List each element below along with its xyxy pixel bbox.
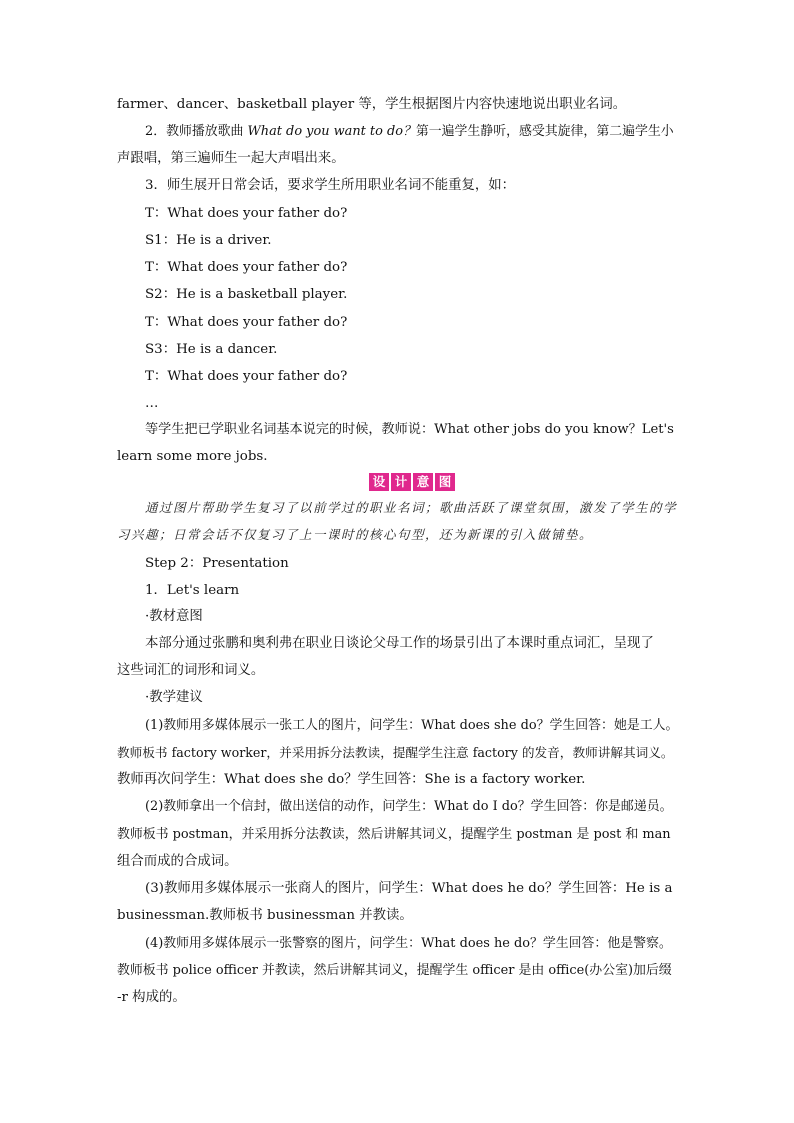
paragraph-line: 组合而成的合成词。 [117,854,238,869]
dialogue-line: T：What does your father do? [145,206,348,221]
paragraph-line: 这些词汇的词形和词义。 [117,663,265,678]
ellipsis-line: … [145,396,159,411]
dialogue-line: T：What does your father do? [145,260,348,275]
song-title: What do you want to do？ [247,124,416,139]
paragraph-line: -r 构成的。 [117,990,186,1005]
dialogue-line: S2：He is a basketball player. [145,287,348,302]
text-run: 第一遍学生静听，感受其旋律，第二遍学生小 [415,124,674,139]
banner-char: 图 [435,473,455,491]
paragraph-line: 教师再次问学生：What does she do？学生回答：She is a factory worker. [117,772,586,787]
paragraph-line: businessman.教师板书 businessman 并教读。 [117,908,413,923]
design-intent-line: 习兴趣；日常会话不仅复习了上一课时的核心句型，还为新课的引入做铺垫。 [117,527,594,542]
banner-char: 设 [369,473,389,491]
text-run: 2．教师播放歌曲 [145,124,248,139]
paragraph-line: 声跟唱，第三遍师生一起大声唱出来。 [117,151,345,166]
subsection-heading: ·教学建议 [145,690,203,705]
paragraph-line: farmer、dancer、basketball player 等，学生根据图片内容快速地说出职业名词。 [117,97,627,112]
step-heading: Step 2：Presentation [145,556,289,571]
paragraph-line: (3)教师用多媒体展示一张商人的图片，问学生：What does he do？学生回答：He is a [145,881,673,896]
paragraph-line: (4)教师用多媒体展示一张警察的图片，问学生：What does he do？学生回答：他是警察。 [145,936,672,951]
paragraph-line: 教师板书 postman，并采用拆分法教读，然后讲解其词义，提醒学生 postman 是 post 和 man [117,827,671,842]
design-intent-line: 通过图片帮助学生复习了以前学过的职业名词；歌曲活跃了课堂氛围，激发了学生的学 [145,500,678,515]
paragraph-line: learn some more jobs. [117,449,268,464]
dialogue-line: S3：He is a dancer. [145,342,278,357]
paragraph-line: 教师板书 police officer 并教读，然后讲解其词义，提醒学生 officer 是由 office(办公室)加后缀 [117,963,672,978]
design-intent-banner [369,473,455,491]
paragraph-line: 3．师生展开日常会话，要求学生所用职业名词不能重复，如： [145,178,516,193]
subsection-heading: ·教材意图 [145,609,203,624]
paragraph-line [145,123,679,141]
banner-char: 意 [413,473,433,491]
section-heading: 1．Let's learn [145,583,240,598]
paragraph-line: (2)教师拿出一个信封，做出送信的动作，问学生：What do I do？学生回答：你是邮递员。 [145,799,673,814]
paragraph-line: 教师板书 factory worker，并采用拆分法教读，提醒学生注意 factory 的发音，教师讲解其词义。 [117,745,674,760]
dialogue-line: T：What does your father do? [145,369,348,384]
paragraph-line: 等学生把已学职业名词基本说完的时候，教师说：What other jobs do you know？Let's [145,422,674,437]
paragraph-line: 本部分通过张鹏和奥利弗在职业日谈论父母工作的场景引出了本课时重点词汇，呈现了 [145,636,654,651]
banner-char: 计 [391,473,411,491]
dialogue-line: S1：He is a driver. [145,233,272,248]
paragraph-line: (1)教师用多媒体展示一张工人的图片，问学生：What does she do？学生回答：她是工人。 [145,718,679,733]
dialogue-line: T：What does your father do? [145,315,348,330]
